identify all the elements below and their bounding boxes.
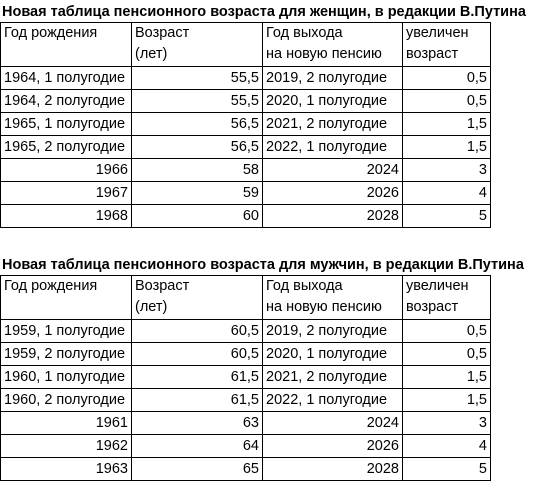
table-row xyxy=(1,343,491,366)
header-row xyxy=(1,23,491,67)
cell-increase[interactable]: 0,5 xyxy=(403,320,491,343)
cell-increase[interactable]: 1,5 xyxy=(403,113,491,136)
cell-increase[interactable]: 3 xyxy=(403,159,491,182)
cell-exit[interactable]: 2024 xyxy=(263,159,403,182)
men-table-title: Новая таблица пенсионного возраста для мужчин, в редакции В.Путина xyxy=(2,257,524,273)
cell-age[interactable]: 65 xyxy=(132,458,263,481)
header-increase[interactable] xyxy=(403,23,491,67)
cell-increase[interactable]: 3 xyxy=(403,412,491,435)
table-row xyxy=(1,159,491,182)
header-age-line1: Возраст xyxy=(135,25,190,41)
cell-increase[interactable]: 5 xyxy=(403,205,491,228)
header-increase-line2: возраст xyxy=(406,299,459,315)
header-birth-year[interactable] xyxy=(1,276,132,320)
cell-increase[interactable]: 1,5 xyxy=(403,389,491,412)
cell-exit[interactable]: 2020, 1 полугодие xyxy=(263,90,403,113)
table-row xyxy=(1,113,491,136)
header-increase-line1: увеличен xyxy=(406,25,469,41)
cell-birth[interactable]: 1966 xyxy=(1,159,132,182)
header-row xyxy=(1,276,491,320)
cell-birth[interactable]: 1965, 1 полугодие xyxy=(1,113,132,136)
table-row xyxy=(1,366,491,389)
header-birth-year[interactable] xyxy=(1,23,132,67)
cell-birth[interactable]: 1961 xyxy=(1,412,132,435)
cell-increase[interactable]: 0,5 xyxy=(403,343,491,366)
table-row xyxy=(1,90,491,113)
table-row xyxy=(1,320,491,343)
cell-age[interactable]: 60,5 xyxy=(132,320,263,343)
cell-age[interactable]: 60 xyxy=(132,205,263,228)
cell-age[interactable]: 61,5 xyxy=(132,366,263,389)
header-exit-year[interactable] xyxy=(263,276,403,320)
cell-increase[interactable]: 4 xyxy=(403,182,491,205)
cell-increase[interactable]: 5 xyxy=(403,458,491,481)
cell-birth[interactable]: 1960, 2 полугодие xyxy=(1,389,132,412)
cell-age[interactable]: 61,5 xyxy=(132,389,263,412)
cell-birth[interactable]: 1967 xyxy=(1,182,132,205)
header-exit-year[interactable] xyxy=(263,23,403,67)
cell-increase[interactable]: 1,5 xyxy=(403,136,491,159)
cell-increase[interactable]: 0,5 xyxy=(403,90,491,113)
cell-age[interactable]: 64 xyxy=(132,435,263,458)
cell-exit[interactable]: 2022, 1 полугодие xyxy=(263,136,403,159)
header-age-line2: (лет) xyxy=(135,299,168,315)
cell-age[interactable]: 56,5 xyxy=(132,113,263,136)
cell-exit[interactable]: 2028 xyxy=(263,205,403,228)
table-row xyxy=(1,182,491,205)
cell-exit[interactable]: 2019, 2 полугодие xyxy=(263,67,403,90)
women-pension-table xyxy=(0,22,491,228)
cell-age[interactable]: 63 xyxy=(132,412,263,435)
header-age[interactable] xyxy=(132,23,263,67)
cell-exit[interactable]: 2020, 1 полугодие xyxy=(263,343,403,366)
cell-birth[interactable]: 1960, 1 полугодие xyxy=(1,366,132,389)
table-row xyxy=(1,136,491,159)
cell-birth[interactable]: 1964, 1 полугодие xyxy=(1,67,132,90)
table-row xyxy=(1,412,491,435)
header-increase[interactable] xyxy=(403,276,491,320)
header-exit-line1: Год выхода xyxy=(266,25,343,41)
table-row xyxy=(1,435,491,458)
cell-exit[interactable]: 2026 xyxy=(263,435,403,458)
cell-age[interactable]: 59 xyxy=(132,182,263,205)
table-row xyxy=(1,458,491,481)
header-increase-line2: возраст xyxy=(406,46,459,62)
cell-increase[interactable]: 0,5 xyxy=(403,67,491,90)
header-age-line2: (лет) xyxy=(135,46,168,62)
cell-age[interactable]: 58 xyxy=(132,159,263,182)
header-age[interactable] xyxy=(132,276,263,320)
header-exit-line2: на новую пенсию xyxy=(266,299,382,315)
cell-exit[interactable]: 2028 xyxy=(263,458,403,481)
cell-birth[interactable]: 1965, 2 полугодие xyxy=(1,136,132,159)
table-row xyxy=(1,67,491,90)
cell-exit[interactable]: 2021, 2 полугодие xyxy=(263,113,403,136)
cell-birth[interactable]: 1964, 2 полугодие xyxy=(1,90,132,113)
cell-exit[interactable]: 2019, 2 полугодие xyxy=(263,320,403,343)
header-exit-line2: на новую пенсию xyxy=(266,46,382,62)
cell-birth[interactable]: 1968 xyxy=(1,205,132,228)
header-birth-year-text: Год рождения xyxy=(4,278,98,294)
table-row xyxy=(1,389,491,412)
cell-age[interactable]: 55,5 xyxy=(132,67,263,90)
header-age-line1: Возраст xyxy=(135,278,190,294)
header-birth-year-text: Год рождения xyxy=(4,25,98,41)
cell-exit[interactable]: 2021, 2 полугодие xyxy=(263,366,403,389)
men-pension-table xyxy=(0,275,491,481)
table-row xyxy=(1,205,491,228)
header-exit-line1: Год выхода xyxy=(266,278,343,294)
cell-age[interactable]: 56,5 xyxy=(132,136,263,159)
cell-birth[interactable]: 1963 xyxy=(1,458,132,481)
cell-age[interactable]: 60,5 xyxy=(132,343,263,366)
cell-exit[interactable]: 2026 xyxy=(263,182,403,205)
header-increase-line1: увеличен xyxy=(406,278,469,294)
cell-birth[interactable]: 1959, 2 полугодие xyxy=(1,343,132,366)
women-table-title: Новая таблица пенсионного возраста для женщин, в редакции В.Путина xyxy=(2,4,526,20)
cell-exit[interactable]: 2024 xyxy=(263,412,403,435)
cell-increase[interactable]: 1,5 xyxy=(403,366,491,389)
cell-birth[interactable]: 1959, 1 полугодие xyxy=(1,320,132,343)
cell-age[interactable]: 55,5 xyxy=(132,90,263,113)
cell-increase[interactable]: 4 xyxy=(403,435,491,458)
cell-birth[interactable]: 1962 xyxy=(1,435,132,458)
cell-exit[interactable]: 2022, 1 полугодие xyxy=(263,389,403,412)
